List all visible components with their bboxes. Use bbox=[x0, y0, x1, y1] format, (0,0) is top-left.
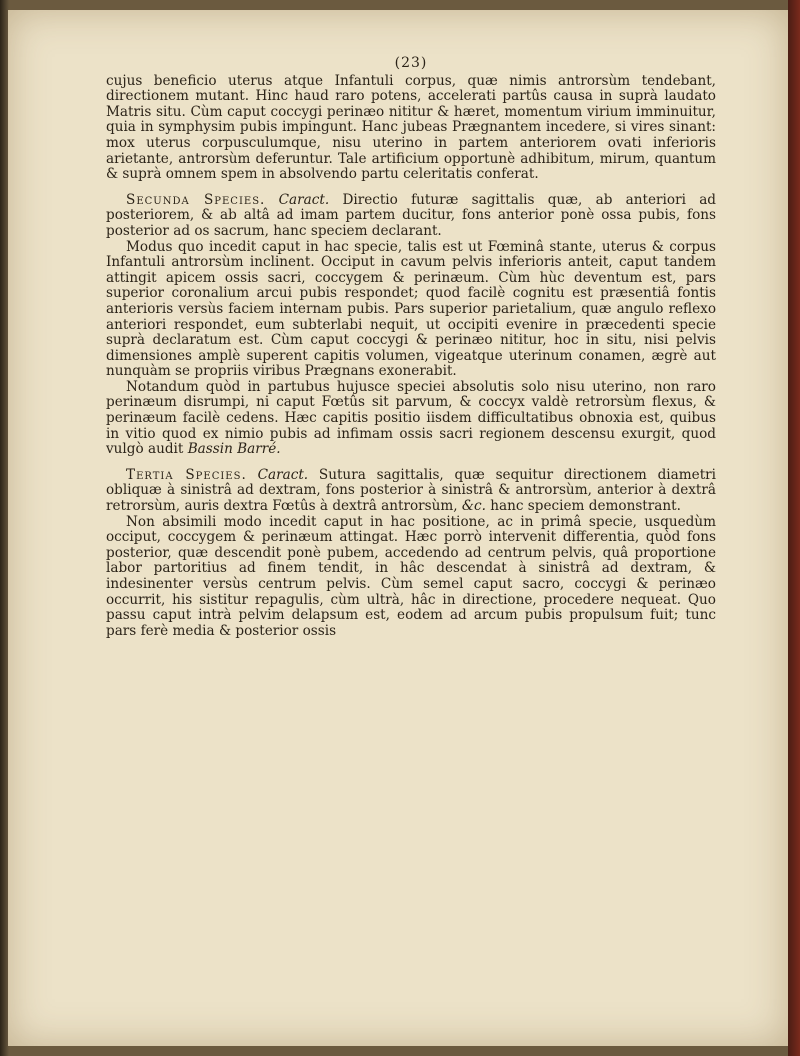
paragraph-text-segment: Tertia Species. bbox=[126, 466, 247, 483]
paragraph-text-segment: Sutura sagittalis, quæ sequitur directionem diametri obliquæ à sinistrâ ad dextram, fons posterior à sinistrâ & antrorsùm, anterior à dextrâ retrorsùm, auris dextra Fœtûs à dextrâ antrorsùm, bbox=[106, 466, 716, 515]
paragraph-text-segment: Bassin Barré. bbox=[187, 441, 281, 458]
paragraph-text-segment: hanc speciem demonstrant. bbox=[485, 498, 681, 515]
paragraph-text-segment bbox=[247, 467, 258, 483]
book-cover-edge bbox=[788, 0, 800, 1056]
paragraph-text-segment: Notandum quòd in partubus hujusce speciei absolutis solo nisu uterino, non raro perinæum disrumpi, ni caput Fœtûs sit parvum, & coccyx valdè retrorsùm flexus, & perinæum facilè cedens. Hæc capitis positio iisdem difficultatibus obnoxia est, quibus in vitio quod ex nimio pubis ad infimam ossis sacri regionem descensu exurgit, quod vulgò audit bbox=[106, 378, 716, 458]
paragraph bbox=[106, 193, 716, 240]
paragraph bbox=[106, 468, 716, 515]
paragraph-text-segment: Caract. bbox=[257, 466, 309, 483]
paragraph-text-segment: cujus beneficio uterus atque Infantuli corpus, quæ nimis antrorsùm tendebant, directionem mutant. Hinc haud raro potens, accelerati partûs causa in suprà laudato Matris situ. Cùm caput coccygi perinæo nititur & hæret, momentum virium imminuitur, quia in symphysim pubis impingunt. Hanc jubeas Prægnantem incedere, si vires sinant: mox uterus corpusculumque, nisu uterino in partem anteriorem ovati inferioris arietante, antrorsùm deferuntur. Tale artificium opportunè adhibitum, mirum, quantum & suprà omnem spem in absolvendo partu celeritatis conferat. bbox=[106, 72, 716, 183]
page-text bbox=[106, 56, 716, 639]
paragraph-text-segment: &c. bbox=[461, 498, 486, 515]
paragraph bbox=[106, 515, 716, 640]
paragraph-text-segment: Modus quo incedit caput in hac specie, talis est ut Fœminâ stante, uterus & corpus Infantuli antrorsùm inclinent. Occiput in cavum pelvis inferioris anteit, caput tandem attingit apicem ossis sacri, coccygem & perinæum. Cùm hùc deventum est, pars superior coronalium arcui pubis respondet; quod facilè cognitu est præsentiâ fontis anterioris versùs faciem internam pubis. Pars superior parietalium, quæ angulo reflexo anteriori respondet, eum subterlabi nequit, ut occipiti evenire in præcedenti specie suprà declaratum est. Cùm caput coccygi & perinæo nititur, hoc in situ, nisi pelvis dimensiones amplè superent capitis volumen, vigeatque uterinum conamen, ægrè aut nunquàm se propriis viribus Prægnans exonerabit. bbox=[106, 238, 716, 380]
paragraph-text-segment: Non absimili modo incedit caput in hac positione, ac in primâ specie, usquedùm occiput, coccygem & perinæum attingat. Hæc porrò intervenit differentia, quòd fons posterior, quæ descendit ponè pubem, accedendo ad centrum pelvis, quâ proportione labor partoritius ad finem tendit, in hâc descendat à sinistrâ ad dextram, & indesinenter versùs centrum pelvis. Cùm semel caput sacro, coccygi & perinæo occurrit, his sistitur repagulis, cùm ultrà, hâc in directione, procedere nequeat. Quo passu caput intrà pelvim delapsum est, eodem ad arcum pubis propulsum fuit; tunc pars ferè media & posterior ossis bbox=[106, 513, 716, 639]
paragraph-text-segment bbox=[265, 192, 278, 208]
paragraph bbox=[106, 240, 716, 380]
page-number: (23) bbox=[394, 55, 428, 71]
paragraph bbox=[106, 74, 716, 183]
paragraph-text-segment: Secunda Species. bbox=[126, 191, 266, 208]
paragraph bbox=[106, 380, 716, 458]
paragraph-text-segment: Directio futuræ sagittalis quæ, ab anteriori ad posteriorem, & ab altâ ad imam partem ducitur, fons anterior ponè ossa pubis, fons posterior ad os sacrum, hanc speciem declarant. bbox=[106, 191, 716, 239]
paragraph-text-segment: Caract. bbox=[278, 191, 330, 208]
